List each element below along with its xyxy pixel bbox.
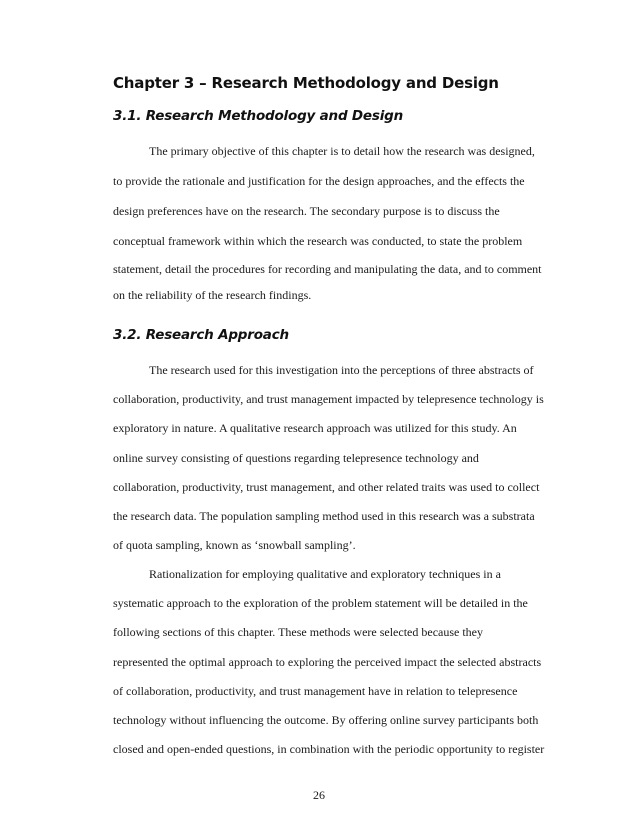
paragraph-line: closed and open-ended questions, in combination with the periodic opportunity to register bbox=[113, 742, 545, 756]
paragraph-line: collaboration, productivity, trust management, and other related traits was used to collect bbox=[113, 480, 540, 494]
paragraph-line: to provide the rationale and justification for the design approaches, and the effects the bbox=[113, 174, 525, 188]
paragraph-line: design preferences have on the research. The secondary purpose is to discuss the bbox=[113, 204, 500, 218]
paragraph-line: of quota sampling, known as ‘snowball sampling’. bbox=[113, 538, 356, 552]
paragraph-line: of collaboration, productivity, and trust management have in relation to telepresence bbox=[113, 684, 518, 698]
paragraph-line: represented the optimal approach to exploring the perceived impact the selected abstracts bbox=[113, 655, 542, 669]
paragraph-line: exploratory in nature. A qualitative research approach was utilized for this study. An bbox=[113, 421, 517, 435]
paragraph-line: the research data. The population sampling method used in this research was a substrata bbox=[113, 509, 535, 523]
paragraph-line: on the reliability of the research findings. bbox=[113, 288, 312, 302]
paragraph-line: conceptual framework within which the research was conducted, to state the problem bbox=[113, 234, 523, 248]
page-number: 26 bbox=[313, 788, 325, 802]
section-heading-3-1: 3.1. Research Methodology and Design bbox=[113, 108, 404, 124]
paragraph-line: collaboration, productivity, and trust management impacted by telepresence technology is bbox=[113, 392, 544, 406]
chapter-title: Chapter 3 – Research Methodology and Design bbox=[113, 74, 499, 92]
paragraph-line: online survey consisting of questions regarding telepresence technology and bbox=[113, 451, 479, 465]
paragraph-line: Rationalization for employing qualitative and exploratory techniques in a bbox=[149, 567, 501, 581]
paragraph-line: systematic approach to the exploration of the problem statement will be detailed in the bbox=[113, 596, 528, 610]
paragraph-line: technology without influencing the outcome. By offering online survey participants both bbox=[113, 713, 539, 727]
section-heading-3-2: 3.2. Research Approach bbox=[113, 327, 289, 343]
paragraph-line: statement, detail the procedures for recording and manipulating the data, and to comment bbox=[113, 262, 542, 276]
paragraph-line: The research used for this investigation into the perceptions of three abstracts of bbox=[149, 363, 534, 377]
paragraph-line: following sections of this chapter. These methods were selected because they bbox=[113, 625, 483, 639]
paragraph-line: The primary objective of this chapter is to detail how the research was designed, bbox=[149, 144, 535, 158]
